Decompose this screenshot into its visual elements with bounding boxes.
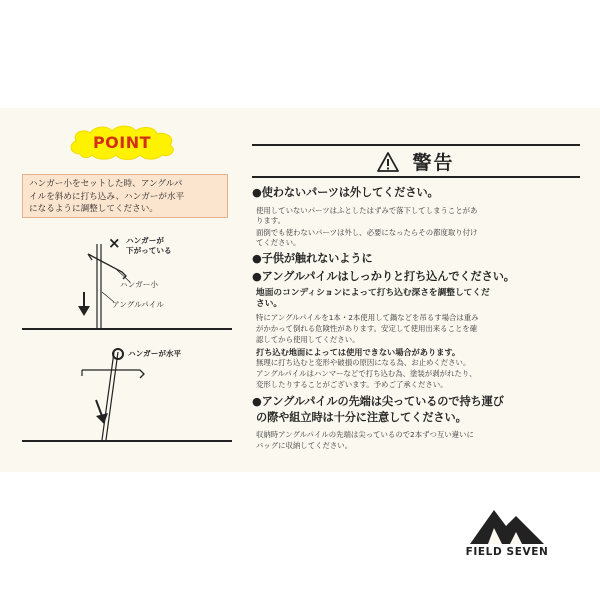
warning-heading-drive-pile: ●アングルパイルはしっかりと打ち込んでください。 (252, 270, 515, 283)
warning-triangle-icon (377, 152, 399, 172)
warning-heading-sharp-tip: ●アングルパイルの先端は尖っているので持ち運び (252, 395, 504, 408)
warning-text: がかかって倒れる危険性があります。安定して使用出来ることを確 (256, 324, 478, 333)
warning-text: 特にアングルパイルを1本・2本使用して鍋などを吊るす場合は重み (256, 313, 479, 322)
brand-name: FIELD SEVEN (465, 546, 549, 558)
warning-text: ります。 (256, 216, 285, 225)
point-note-line: になるように調整してください。 (29, 204, 158, 214)
warning-heading-remove-parts: ●使わないパーツは外してください。 (252, 186, 439, 199)
ground-line (22, 440, 232, 442)
warning-text: アングルパイルはハンマーなどで打ち込む為、塗装が剥がれたり、 (256, 369, 477, 378)
label-hanger-small: ハンガー小 (120, 280, 158, 289)
warning-heading-sharp-tip-cont: の際や組立時は十分に注意してください。 (256, 411, 467, 424)
warning-subheading: 打ち込む地面によっては使用できない場合があります。 (256, 347, 461, 357)
warning-text: 面倒でも使わないパーツは外し、必要になったらその都度取り付け (256, 228, 478, 237)
point-note-line: ハンガー小をセットした時、アングルパ (29, 179, 183, 189)
warning-heading-children: ●子供が触れないように (252, 252, 373, 265)
warning-top-rule (252, 144, 580, 146)
ground-line (22, 328, 232, 330)
warning-text: 認してから使用してください。 (256, 335, 360, 344)
warning-text: 変形したりすることがございます。予めご了承ください。 (256, 380, 448, 389)
warning-text: バッグに収納してください。 (256, 441, 353, 450)
top-margin (0, 0, 600, 108)
warning-text: 収納時アングルパイルの先端は尖っているので2本ずつ互い違いに (256, 430, 474, 439)
warning-text: 無理に打ち込むと変形や破損の原因になる為、お止めください。 (256, 358, 471, 367)
warning-title: 警告 (412, 152, 455, 174)
label-hanger-level: ハンガーが水平 (128, 349, 182, 358)
point-note-line: イルを斜めに打ち込み、ハンガーが水平 (29, 191, 185, 202)
correct-mark-icon (112, 348, 124, 360)
warning-text: てください。 (256, 238, 301, 247)
warning-header (252, 148, 580, 172)
point-badge (66, 124, 178, 162)
label-hanger-drooping-2: 下がっている (126, 246, 172, 255)
warning-text: 使用していないパーツはふとしたはずみで落下してしまうことがあ (256, 206, 478, 215)
warning-subheading: さい。 (256, 299, 283, 309)
label-angle-pile: アングルパイル (112, 300, 164, 309)
point-note (22, 174, 228, 218)
warning-subheading: 地面のコンディションによって打ち込む深さを調整してくだ (256, 288, 490, 298)
warning-bottom-rule (252, 176, 580, 178)
diagram-hanger-level (22, 344, 232, 444)
incorrect-mark-icon: × (108, 234, 121, 252)
label-hanger-drooping-1: ハンガーが (126, 236, 164, 245)
point-label: POINT (92, 133, 152, 152)
